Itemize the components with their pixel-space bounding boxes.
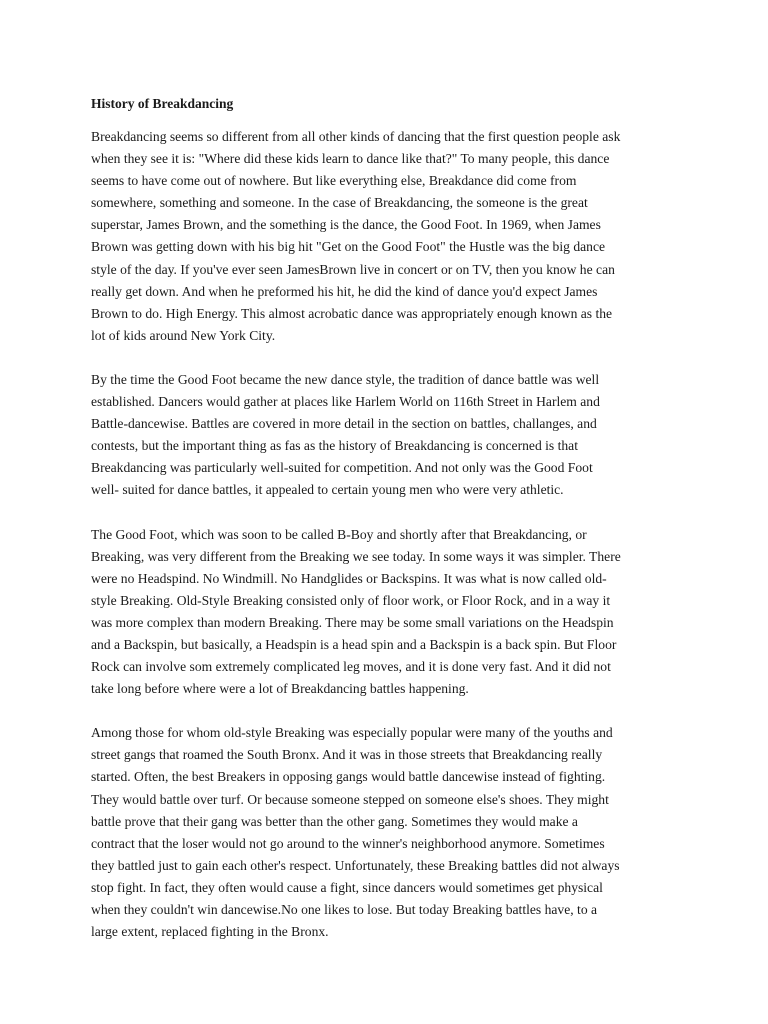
text-line: started. Often, the best Breakers in opposing gangs would battle dancewise instead of fighting. <box>91 769 606 785</box>
text-line: they battled just to gain each other's respect. Unfortunately, these Breaking battles did not always <box>91 857 620 873</box>
paragraph <box>91 524 708 701</box>
paragraph <box>91 722 708 943</box>
text-line: Battle-dancewise. Battles are covered in more detail in the section on battles, challanges, and <box>91 416 597 432</box>
text-line: contests, but the important thing as fas as the history of Breakdancing is concerned is that <box>91 438 578 454</box>
text-line: take long before where were a lot of Breakdancing battles happening. <box>91 681 469 697</box>
text-line: Breakdancing was particularly well-suited for competition. And not only was the Good Foot <box>91 460 593 476</box>
text-line: and a Backspin, but basically, a Headspin is a head spin and a Backspin is a back spin. But Floor <box>91 636 617 652</box>
text-line: Breaking, was very different from the Breaking we see today. In some ways it was simpler. There <box>91 548 621 564</box>
text-line: Among those for whom old-style Breaking was especially popular were many of the youths and <box>91 725 613 741</box>
text-line: really get down. And when he preformed his hit, he did the kind of dance you'd expect James <box>91 283 598 299</box>
text-line: established. Dancers would gather at places like Harlem World on 116th Street in Harlem and <box>91 394 600 410</box>
text-line: when they couldn't win dancewise.No one likes to lose. But today Breaking battles have, to a <box>91 902 598 917</box>
text-line: lot of kids around New York City. <box>91 327 276 343</box>
text-line: battle prove that their gang was better than the other gang. Sometimes they would make a <box>91 813 578 829</box>
text-line: superstar, James Brown, and the something is the dance, the Good Foot. In 1969, when James <box>91 217 601 233</box>
text-line: were no Headspind. No Windmill. No Handglides or Backspins. It was what is now called old- <box>91 570 607 586</box>
text-line: well- suited for dance battles, it appealed to certain young men who were very athletic. <box>91 482 564 498</box>
text-line: Brown was getting down with his big hit "Get on the Good Foot" the Hustle was the big dance <box>91 239 606 255</box>
paragraph <box>91 369 708 502</box>
document-title: History of Breakdancing <box>91 96 234 111</box>
text-line: By the time the Good Foot became the new dance style, the tradition of dance battle was well <box>91 371 600 387</box>
text-line: was more complex than modern Breaking. There may be some small variations on the Headspin <box>91 614 614 630</box>
text-line: style of the day. If you've ever seen JamesBrown live in concert or on TV, then you know he can <box>91 261 615 277</box>
text-line: street gangs that roamed the South Bronx. And it was in those streets that Breakdancing really <box>91 747 603 763</box>
text-line: style Breaking. Old-Style Breaking consisted only of floor work, or Floor Rock, and in a way it <box>91 592 611 608</box>
text-line: contract that the loser would not go around to the winner's neighborhood anymore. Sometimes <box>91 835 605 851</box>
text-line: when they see it is: "Where did these kids learn to dance like that?" To many people, this dance <box>91 151 610 167</box>
text-line: Rock can involve som extremely complicated leg moves, and it is done very fast. And it did not <box>91 659 611 675</box>
text-line: large extent, replaced fighting in the Bronx. <box>91 924 329 940</box>
text-line: The Good Foot, which was soon to be called B-Boy and shortly after that Breakdancing, or <box>91 526 587 542</box>
text-line: They would battle over turf. Or because someone stepped on someone else's shoes. They might <box>91 791 609 807</box>
text-line: somewhere, something and someone. In the case of Breakdancing, the someone is the great <box>91 195 588 211</box>
text-line: Breakdancing seems so different from all other kinds of dancing that the first question people ask <box>91 129 621 144</box>
text-line: Brown to do. High Energy. This almost acrobatic dance was appropriately enough known as the <box>91 305 613 321</box>
paragraph <box>91 126 708 347</box>
document-body <box>91 126 708 943</box>
text-line: seems to have come out of nowhere. But like everything else, Breakdance did come from <box>91 173 577 189</box>
text-line: stop fight. In fact, they often would cause a fight, since dancers would sometimes get physical <box>91 879 603 895</box>
